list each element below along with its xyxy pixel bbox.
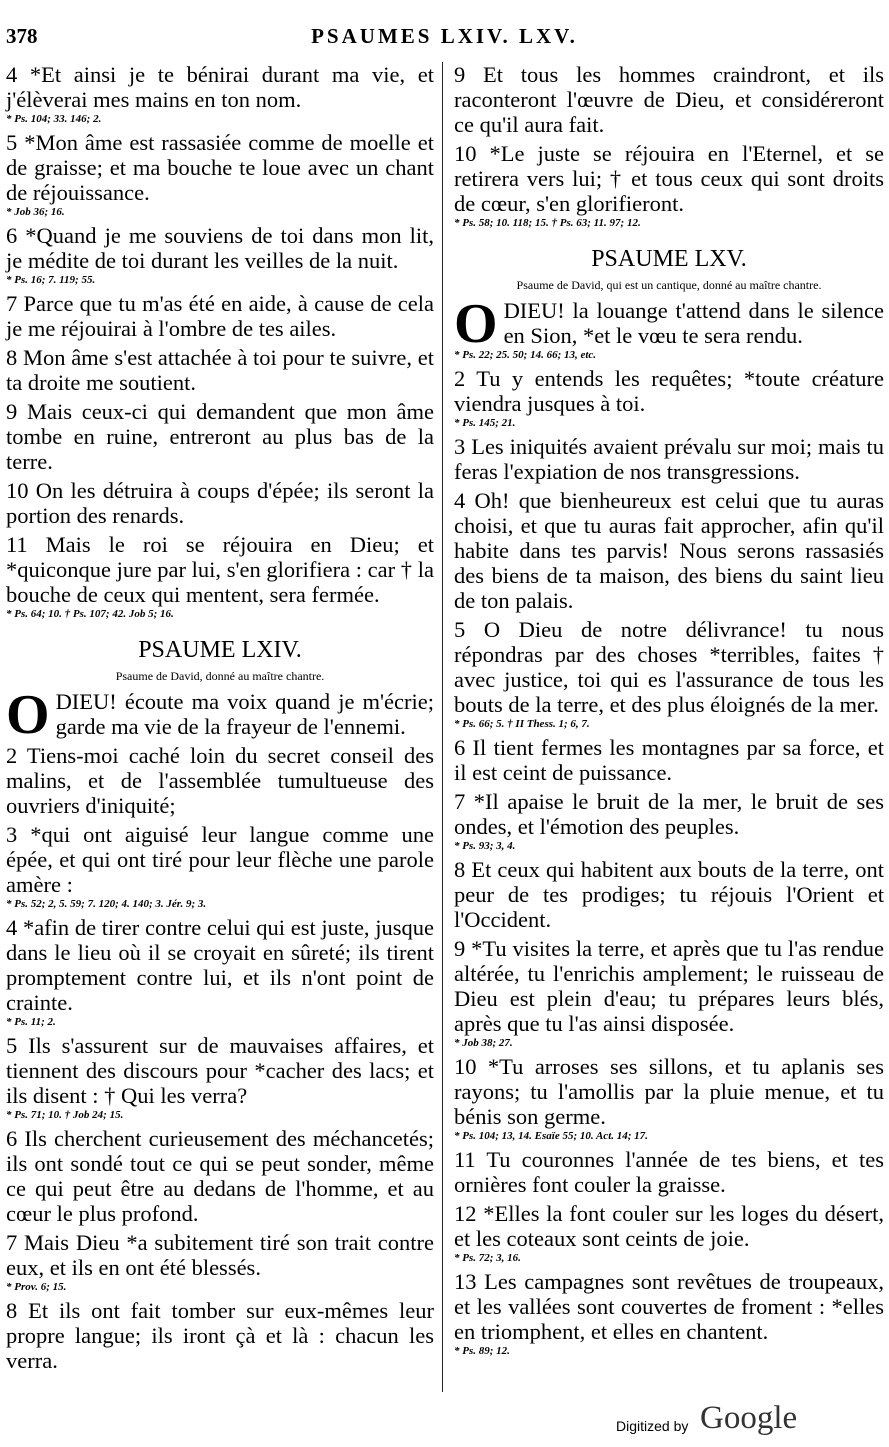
psalm-description: Psaume de David, donné au maître chantre.	[115, 669, 325, 683]
digitized-by-label: Digitized by	[616, 1418, 689, 1434]
verse: 8 Mon âme s'est attachée à toi pour te suivre, et ta droite me soutient.	[6, 345, 434, 395]
google-logo: Google	[700, 1400, 798, 1436]
verse: 8 Et ceux qui habitent aux bouts de la terre, ont peur de tes prodiges; tu réjouis l'Orient et l'Occident.	[454, 857, 884, 932]
verse: 11 Mais le roi se réjouira en Dieu; et *quiconque jure par lui, s'en glorifiera : car † la bouche de ceux qui mentent, sera fermée.	[6, 532, 434, 607]
psalm-title: PSAUME LXV.	[591, 246, 747, 272]
page-number: 378	[6, 24, 38, 48]
verse: 6 Il tient fermes les montagnes par sa force, et il est ceint de puissance.	[454, 735, 884, 785]
cross-references: * Ps. 11; 2.	[6, 1016, 56, 1028]
cross-references: * Prov. 6; 15.	[6, 1281, 67, 1293]
cross-references: * Ps. 93; 3, 4.	[454, 840, 516, 852]
cross-references: * Job 38; 27.	[454, 1037, 513, 1049]
psalm-description: Psaume de David, qui est un cantique, donné au maître chantre.	[516, 278, 822, 292]
cross-references: * Ps. 66; 5. † II Thess. 1; 6, 7.	[454, 718, 590, 730]
verse: 5 Ils s'assurent sur de mauvaises affaires, et tiennent des discours pour *cacher des lacs; et ils disent : † Qui les verra?	[6, 1033, 434, 1108]
verse: 2 Tiens-moi caché loin du secret conseil des malins, et de l'assemblée tumultueuse des ouvriers d'iniquité;	[6, 743, 434, 818]
verse: 4 *Et ainsi je te bénirai durant ma vie, et j'élèverai mes mains en ton nom.	[6, 62, 434, 112]
verse-text: DIEU! la louange t'attend dans le silence en Sion, *et le vœu te sera rendu.	[503, 298, 884, 348]
verse: 7 *Il apaise le bruit de la mer, le bruit de ses ondes, et l'émotion des peuples.	[454, 789, 884, 839]
verse: 3 *qui ont aiguisé leur langue comme une épée, et qui ont tiré pour leur flèche une parole amère :	[6, 822, 434, 897]
psalm-title: PSAUME LXIV.	[138, 637, 302, 663]
cross-references: * Ps. 104; 33. 146; 2.	[6, 113, 102, 125]
left-column	[6, 62, 434, 1373]
verse: 10 *Tu arroses ses sillons, et tu aplanis ses rayons; tu l'amollis par la pluie menue, et tu bénis son germe.	[454, 1054, 884, 1129]
verse: 2 Tu y entends les requêtes; *toute créature viendra jusques à toi.	[454, 366, 884, 416]
verse: 4 *afin de tirer contre celui qui est juste, jusque dans le lieu où il se croyait en sûreté; ils tirent promptement contre lui, et ils n'ont point de crainte.	[6, 915, 434, 1015]
cross-references: * Ps. 145; 21.	[454, 417, 516, 429]
page-header	[6, 24, 883, 54]
verse: 6 *Quand je me souviens de toi dans mon lit, je médite de toi durant les veilles de la nuit.	[6, 223, 434, 273]
cross-references: * Ps. 71; 10. † Job 24; 15.	[6, 1109, 124, 1121]
verse: 3 Les iniquités avaient prévalu sur moi; mais tu feras l'expiation de nos transgressions.	[454, 434, 884, 484]
verse: 10 *Le juste se réjouira en l'Eternel, et se retirera vers lui; † et tous ceux qui sont droits de cœur, s'en glorifieront.	[454, 141, 884, 216]
verse-text: DIEU! écoute ma voix quand je m'écrie; garde ma vie de la frayeur de l'ennemi.	[55, 689, 434, 739]
verse: 9 *Tu visites la terre, et après que tu l'as rendue altérée, tu l'enrichis amplement; le ruisseau de Dieu est plein d'eau; tu prépares leurs blés, après que tu l'as ainsi disposée.	[454, 936, 884, 1036]
verse: 9 Mais ceux-ci qui demandent que mon âme tombe en ruine, entreront au plus bas de la terre.	[6, 399, 434, 474]
verse: 7 Parce que tu m'as été en aide, à cause de cela je me réjouirai à l'ombre de tes ailes.	[6, 291, 434, 341]
cross-references: * Job 36; 16.	[6, 206, 65, 218]
cross-references: * Ps. 52; 2, 5. 59; 7. 120; 4. 140; 3. Jér. 9; 3.	[6, 898, 207, 910]
verse: 12 *Elles la font couler sur les loges du désert, et les coteaux sont ceints de joie.	[454, 1201, 884, 1251]
verse: 7 Mais Dieu *a subitement tiré son trait contre eux, et ils en ont été blessés.	[6, 1230, 434, 1280]
cross-references: * Ps. 104; 13, 14. Esaïe 55; 10. Act. 14; 17.	[454, 1130, 648, 1142]
verse: 13 Les campagnes sont revêtues de troupeaux, et les vallées sont couvertes de froment : *elles en triomphent, et elles en chantent.	[454, 1269, 884, 1344]
verse: 10 On les détruira à coups d'épée; ils seront la portion des renards.	[6, 478, 434, 528]
verse: 6 Ils cherchent curieusement des méchancetés; ils ont sondé tout ce qui se peut sonder, même ce qui peut être au dedans de l'homme, et au cœur le plus profond.	[6, 1126, 434, 1226]
running-title: PSAUMES LXIV. LXV.	[311, 24, 578, 48]
cross-references: * Ps. 64; 10. † Ps. 107; 42. Job 5; 16.	[6, 608, 174, 620]
column-divider	[442, 62, 443, 1392]
drop-cap: O	[454, 293, 498, 355]
right-column	[454, 62, 884, 1362]
cross-references: * Ps. 58; 10. 118; 15. † Ps. 63; 11. 97; 12.	[454, 217, 641, 229]
cross-references: * Ps. 22; 25. 50; 14. 66; 13, etc.	[454, 349, 597, 361]
drop-cap: O	[6, 684, 50, 746]
verse: 5 *Mon âme est rassasiée comme de moelle et de graisse; et ma bouche te loue avec un chant de réjouissance.	[6, 130, 434, 205]
verse: 8 Et ils ont fait tomber sur eux-mêmes leur propre langue; ils iront çà et là : chacun les verra.	[6, 1298, 434, 1373]
verse: 4 Oh! que bienheureux est celui que tu auras choisi, et que tu auras fait approcher, afin qu'il habite dans tes parvis! Nous serons rassasiés des biens de ta maison, des biens du saint lieu de ton palais.	[454, 488, 884, 613]
cross-references: * Ps. 16; 7. 119; 55.	[6, 274, 96, 286]
cross-references: * Ps. 72; 3, 16.	[454, 1252, 521, 1264]
verse: 9 Et tous les hommes craindront, et ils raconteront l'œuvre de Dieu, et considéreront ce qu'il aura fait.	[454, 62, 884, 137]
verse-first	[6, 684, 434, 746]
verse: 11 Tu couronnes l'année de tes biens, et tes ornières font couler la graisse.	[454, 1147, 884, 1197]
verse: 5 O Dieu de notre délivrance! tu nous répondras par des choses *terribles, faites † avec justice, toi qui es l'assurance de tous les bouts de la terre, et des plus éloignés de la mer.	[454, 617, 884, 717]
cross-references: * Ps. 89; 12.	[454, 1345, 510, 1357]
